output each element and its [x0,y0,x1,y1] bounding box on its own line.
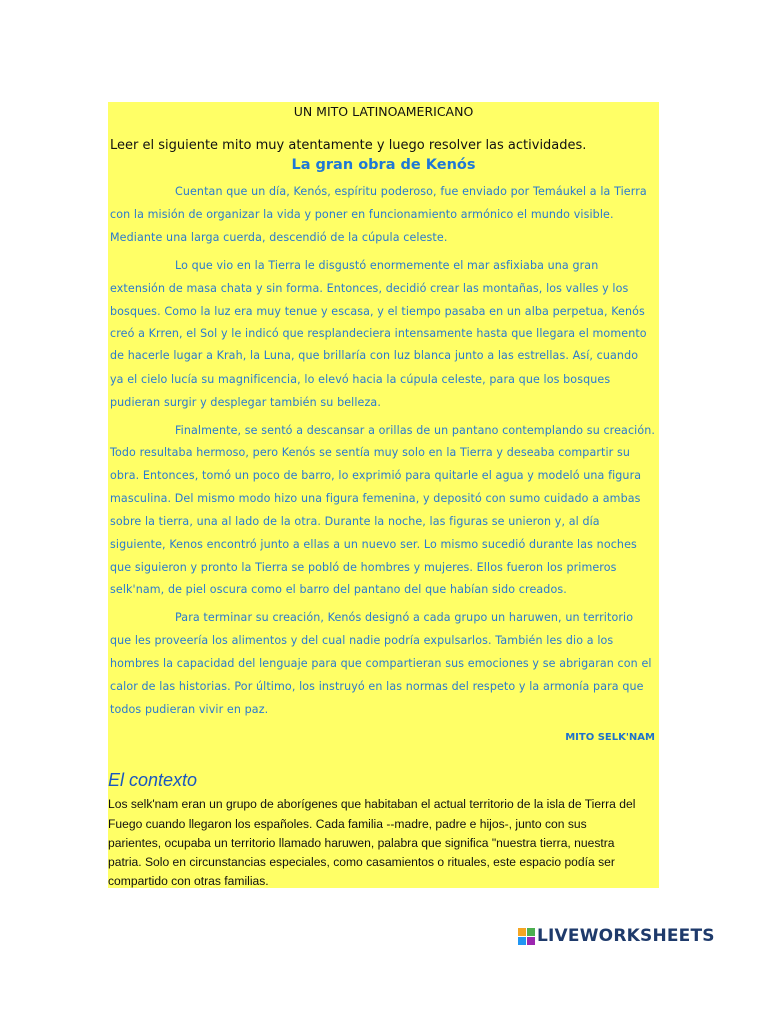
header-title: UN MITO LATINOAMERICANO [293,104,474,119]
story-line: sobre la tierra, una al lado de la otra. Durante la noche, las figuras se unieron y, al día [110,515,600,528]
story-line: pudieran surgir y desplegar también su belleza. [110,396,381,409]
liveworksheets-logo [518,924,715,948]
logo-mark-icon [518,928,535,945]
story-line: Mediante una larga cuerda, descendió de la cúpula celeste. [110,231,448,244]
story-title: La gran obra de Kenós [291,157,476,173]
context-line: parientes, ocupaba un territorio llamado haruwen, palabra que significa "nuestra tierra, nuestra [108,836,615,850]
story-line: hombres la capacidad del lenguaje para que compartieran sus emociones y se abrigaran con el [110,657,652,670]
story-line: Todo resultaba hermoso, pero Kenós se sentía muy solo en la Tierra y deseaba compartir su [110,446,631,459]
logo-mark-tile [518,937,526,945]
story-line: que les proveería los alimentos y del cual nadie podría expulsarlos. También les dio a los [110,634,614,647]
story-line: Finalmente, se sentó a descansar a orillas de un pantano contemplando su creación. [175,424,656,437]
logo-mark-tile [527,928,535,936]
story-line: masculina. Del mismo modo hizo una figura femenina, y depositó con sumo cuidado a ambas [110,492,641,505]
logo-text: LIVEWORKSHEETS [537,926,715,946]
attribution: MITO SELK'NAM [565,732,655,743]
context-line: Fuego cuando llegaron los españoles. Cada familia --madre, padre e hijos-, junto con sus [108,817,587,831]
story-line: calor de las historias. Por último, los instruyó en las normas del respeto y la armonía para que [110,680,644,693]
story-line: bosques. Como la luz era muy tenue y escasa, y el tiempo pasaba en un alba perpetua, Kenós [110,305,645,318]
story-line: extensión de masa chata y sin forma. Entonces, decidió crear las montañas, los valles y los [110,282,629,295]
story-line: Para terminar su creación, Kenós designó a cada grupo un haruwen, un territorio [175,611,634,624]
story-line: siguiente, Kenos encontró junto a ellas a un nuevo ser. Lo mismo sucedió durante las noches [110,538,637,551]
context-line: compartido con otras familias. [108,874,269,888]
context-heading: El contexto [108,770,198,790]
story-line: con la misión de organizar la vida y poner en funcionamiento armónico el mundo visible. [110,208,614,221]
story-line: de hacerle lugar a Krah, la Luna, que brillaría con luz blanca junto a las estrellas. Así, cuando [110,349,639,362]
logo-mark-tile [518,928,526,936]
story-line: creó a Krren, el Sol y le indicó que resplandeciera intensamente hasta que llegara el momento [110,327,647,340]
story-line: Lo que vio en la Tierra le disgustó enormemente el mar asfixiaba una gran [175,259,599,272]
context-line: Los selk'nam eran un grupo de aborígenes que habitaban el actual territorio de la isla de Tierra del [108,797,636,811]
story-line: que siguieron y pronto la Tierra se pobló de hombres y mujeres. Ellos fueron los primeros [110,561,617,574]
instructions-text: Leer el siguiente mito muy atentamente y luego resolver las actividades. [110,138,587,153]
logo-mark-tile [527,937,535,945]
story-line: ya el cielo lucía su magnificencia, lo elevó hacia la cúpula celeste, para que los bosques [110,373,611,386]
story-line: todos pudieran vivir en paz. [110,703,269,716]
worksheet-page [108,102,659,888]
story-line: Cuentan que un día, Kenós, espíritu poderoso, fue enviado por Temáukel a la Tierra [175,185,647,198]
context-line: patria. Solo en circunstancias especiales, como casamientos o rituales, este espacio podía ser [108,855,615,869]
story-line: selk'nam, de piel oscura como el barro del pantano del que habían sido creados. [110,583,567,596]
story-line: obra. Entonces, tomó un poco de barro, lo exprimió para quitarle el agua y modeló una figura [110,469,642,482]
